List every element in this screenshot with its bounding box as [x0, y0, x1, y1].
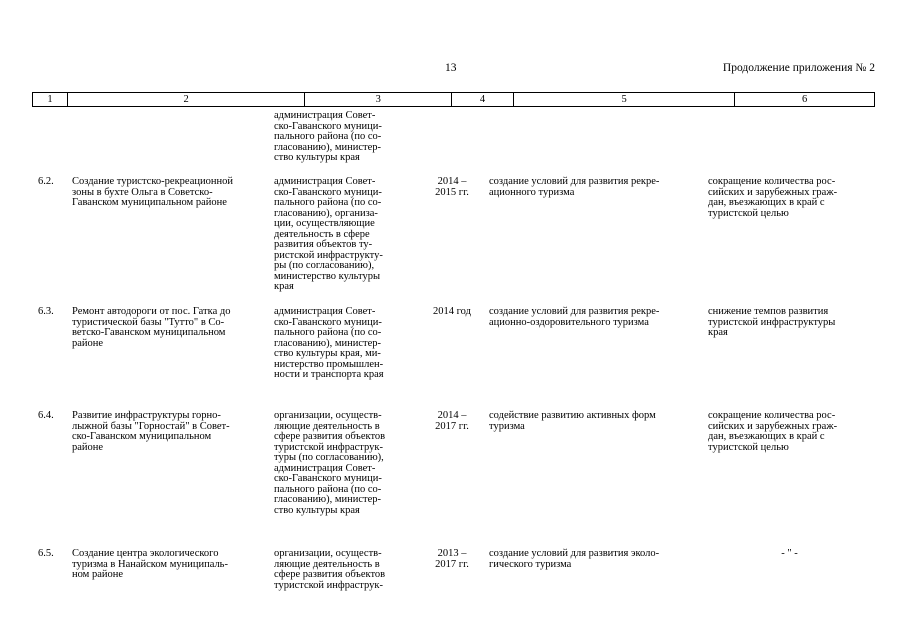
text-line: ско-Гаванского муници- — [274, 473, 382, 484]
goal-cell — [489, 549, 701, 570]
column-header-6: 6 — [802, 94, 808, 105]
goal-cell — [489, 411, 701, 432]
text-line: туристической базы "Тутто" в Со- — [72, 316, 225, 328]
column-header-1: 1 — [33, 93, 68, 106]
executors-cell — [274, 411, 417, 516]
goal-cell — [489, 177, 701, 198]
text-line: ско-Гаванского муници- — [274, 120, 382, 132]
text-line: Развитие инфраструктуры горно- — [72, 410, 221, 421]
text-line: пального района (по со- — [274, 131, 382, 142]
page-number: 13 — [445, 62, 457, 74]
text-line: ство культуры края, ми- — [274, 348, 381, 359]
text-line: 2014 – — [437, 176, 467, 187]
text-line: администрация Совет- — [274, 176, 376, 187]
text-line: снижение темпов развития — [708, 306, 829, 317]
effect-cell — [708, 177, 871, 219]
text-line: нистерство промышлен- — [274, 358, 384, 370]
row-number: 6.3. — [38, 306, 54, 317]
text-line: лыжной базы "Горностай" в Совет- — [72, 420, 230, 432]
text-line: 2015 гг. — [435, 186, 469, 198]
text-line: туристской целью — [708, 441, 789, 453]
text-line: ство культуры края — [274, 152, 360, 163]
column-header-3: 3 — [305, 93, 452, 106]
text-line: ры (по согласованию), — [274, 260, 375, 271]
text-line: ляющие деятельность в — [274, 420, 380, 432]
text-line: содействие развитию активных форм — [489, 410, 656, 421]
text-line: пального района (по со- — [274, 483, 382, 495]
text-line: туризма — [489, 420, 525, 432]
text-line: ности и транспорта края — [274, 369, 384, 380]
goal-cell — [489, 307, 701, 328]
text-line: создание условий для развития рекре- — [489, 306, 660, 317]
text-line: Ремонт автодороги от пос. Гатка до — [72, 306, 231, 317]
activity-name-cell — [72, 549, 272, 581]
column-header-2: 2 — [68, 93, 305, 106]
text-line: туристской целью — [708, 207, 789, 219]
page-caption: Продолжение приложения № 2 — [722, 62, 875, 74]
term-cell — [423, 307, 481, 318]
column-header-4: 4 — [452, 93, 514, 106]
text-line: зоны в бухте Ольга в Советско- — [72, 186, 213, 198]
text-line: деятельность в сфере — [274, 228, 370, 240]
text-line: пального района (по со- — [274, 197, 382, 208]
text-line: сфере развития объектов — [274, 569, 386, 580]
text-line: гласованию), организа- — [274, 207, 378, 219]
text-line: создание условий для развития рекре- — [489, 176, 660, 187]
text-line: ско-Гаванского муници- — [274, 316, 382, 328]
text-line: гического туризма — [489, 558, 572, 570]
text-line: сокращение количества рос- — [708, 176, 836, 187]
text-line: туристской инфраструк- — [274, 579, 383, 591]
text-line: сфере развития объектов — [274, 431, 386, 442]
text-line: 2014 год — [433, 306, 471, 317]
activity-name-cell — [72, 411, 272, 453]
text-line: создание условий для развития эколо- — [489, 548, 660, 559]
text-line: организации, осуществ- — [274, 548, 382, 559]
text-line: ско-Гаванского муници- — [274, 186, 382, 198]
text-line: ветско-Гаванском муниципальном — [72, 327, 226, 338]
text-line: гласованию), министер- — [274, 337, 382, 349]
table-header-row — [32, 92, 875, 107]
executors-cell — [274, 177, 417, 293]
text-line: дан, въезжающих в край с — [708, 197, 825, 208]
text-line: организации, осуществ- — [274, 410, 382, 421]
text-line: 2014 – — [437, 410, 467, 421]
text-line: ристской инфраструкту- — [274, 249, 383, 261]
text-line: администрация Совет- — [274, 306, 376, 317]
effect-cell — [708, 411, 871, 453]
term-cell — [423, 177, 481, 198]
text-line: администрация Совет- — [274, 462, 376, 474]
text-line: ационно-оздоровительного туризма — [489, 316, 649, 328]
text-line: сийских и зарубежных граж- — [708, 420, 838, 432]
term-cell — [423, 549, 481, 570]
text-line: гласованию), министер- — [274, 494, 382, 505]
effect-cell — [708, 549, 871, 560]
text-line: туристской инфраструк- — [274, 441, 383, 453]
text-line: Гаванском муниципальном районе — [72, 197, 227, 208]
text-line: администрация Совет- — [274, 110, 376, 121]
text-line: 2013 – — [437, 548, 467, 559]
text-line: 2017 гг. — [435, 420, 469, 432]
text-line: 2017 гг. — [435, 558, 469, 570]
text-line: районе — [72, 337, 104, 349]
column-header-5: 5 — [514, 93, 735, 106]
text-line: туризма в Нанайском муниципаль- — [72, 558, 228, 570]
text-line: ационного туризма — [489, 186, 575, 198]
text-line: районе — [72, 441, 104, 453]
executors-cell — [274, 307, 417, 381]
text-line: гласованию), министер- — [274, 141, 382, 153]
text-line: ско-Гаванском муниципальном — [72, 431, 212, 442]
row-number: 6.2. — [38, 176, 54, 187]
text-line: Создание центра экологического — [72, 548, 219, 559]
text-line: ном районе — [72, 569, 123, 580]
row-number: 6.5. — [38, 548, 54, 559]
activity-name-cell — [72, 177, 272, 209]
effect-cell — [708, 307, 871, 339]
text-line: ляющие деятельность в — [274, 558, 380, 570]
text-line: туристской инфраструктуры — [708, 316, 836, 328]
executors-cell — [274, 549, 417, 591]
text-line: пального района (по со- — [274, 327, 382, 338]
text-line: ции, осуществляющие — [274, 218, 375, 229]
ditto-mark: - " - — [781, 548, 798, 559]
text-line: дан, въезжающих в край с — [708, 431, 825, 442]
text-line: министерство культуры — [274, 270, 381, 282]
text-line: края — [274, 281, 294, 292]
row-number: 6.4. — [38, 410, 54, 421]
text-line: сийских и зарубежных граж- — [708, 186, 838, 198]
activity-name-cell — [72, 307, 272, 349]
text-line: Создание туристско-рекреационной — [72, 176, 233, 187]
text-line: развития объектов ту- — [274, 239, 373, 250]
continuation-executors-cell — [274, 111, 417, 164]
text-line: края — [708, 327, 728, 338]
text-line: сокращение количества рос- — [708, 410, 836, 421]
text-line: ство культуры края — [274, 504, 360, 516]
term-cell — [423, 411, 481, 432]
text-line: туры (по согласованию), — [274, 452, 384, 463]
